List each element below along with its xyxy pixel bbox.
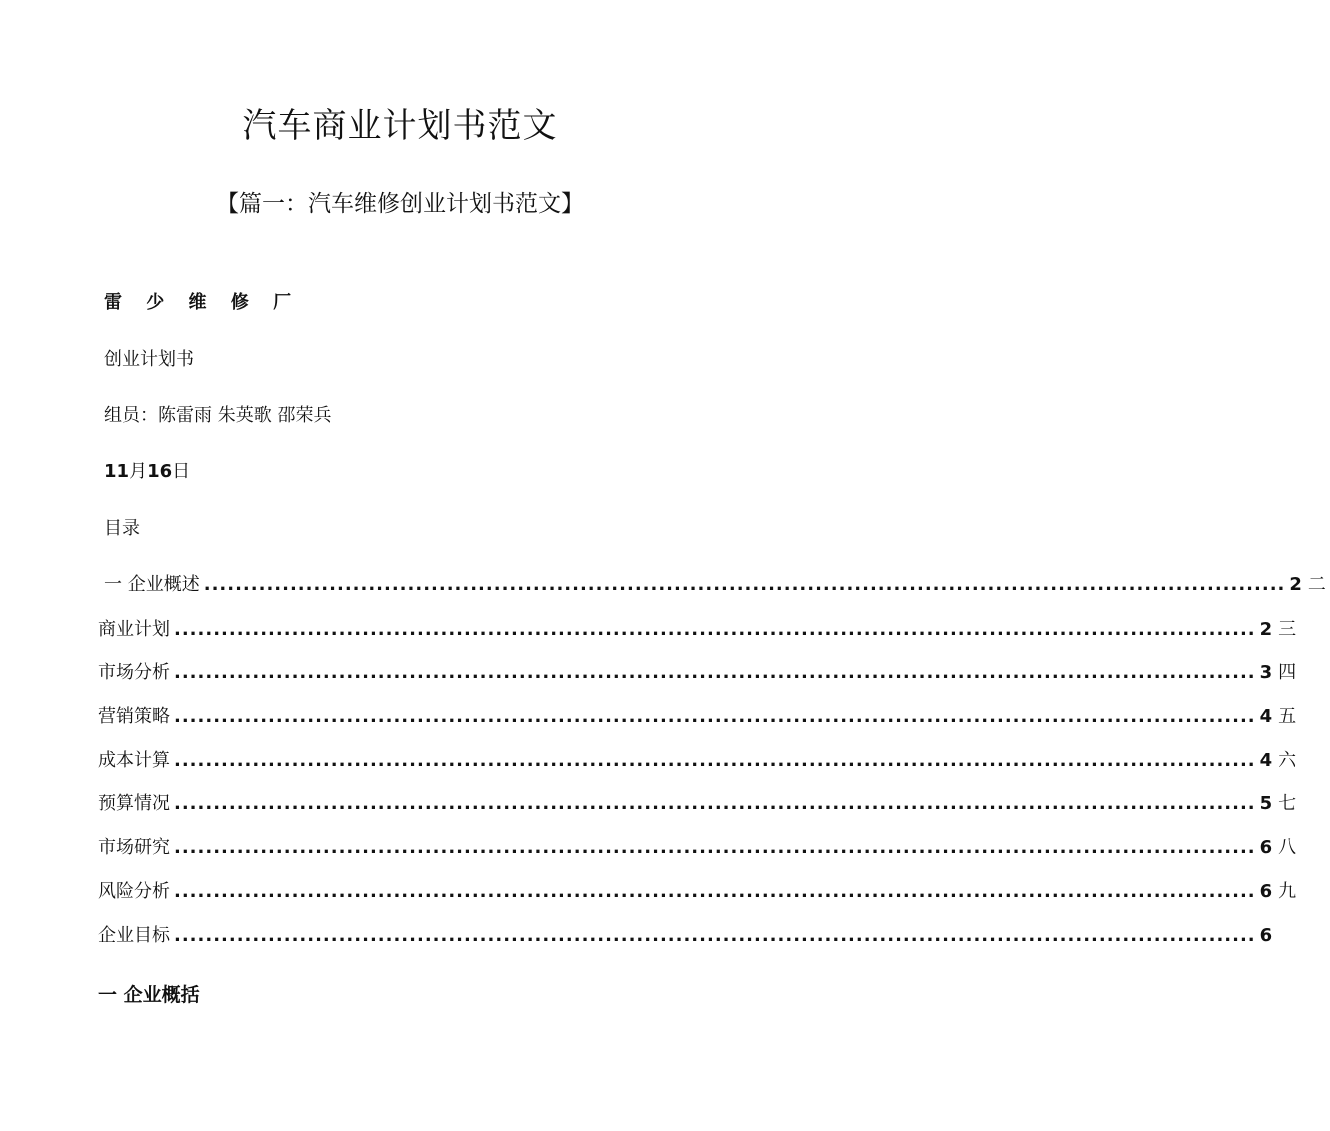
toc-row[interactable] bbox=[98, 833, 1297, 858]
date-day: 16 bbox=[147, 461, 173, 482]
toc-row[interactable] bbox=[98, 921, 1273, 946]
toc-heading: 目录 bbox=[104, 518, 140, 539]
toc-page-number: 4 bbox=[1259, 706, 1273, 727]
document-title: 汽车商业计划书范文 bbox=[242, 106, 558, 146]
toc-next-numeral: 八 bbox=[1278, 837, 1297, 858]
document-subtitle: 【篇一：汽车维修创业计划书范文】 bbox=[216, 191, 584, 217]
toc-leader-dots: .......................................................................................................................................... bbox=[174, 925, 1256, 946]
doc-type: 创业计划书 bbox=[104, 349, 194, 370]
toc-page-number: 6 bbox=[1259, 925, 1273, 946]
toc-leader-dots: .......................................................................................................................................... bbox=[174, 793, 1256, 814]
toc-next-numeral: 七 bbox=[1278, 793, 1297, 814]
toc-page-number: 3 bbox=[1259, 662, 1273, 683]
date-day-unit: 日 bbox=[172, 461, 191, 482]
toc-label: 营销策略 bbox=[98, 706, 170, 727]
toc-label: 预算情况 bbox=[98, 793, 170, 814]
toc-next-numeral: 五 bbox=[1278, 706, 1297, 727]
toc-next-numeral: 九 bbox=[1278, 881, 1297, 902]
toc-next-numeral: 四 bbox=[1278, 662, 1297, 683]
toc-next-numeral: 二 bbox=[1307, 574, 1326, 595]
toc-leader-dots: .......................................................................................................................................... bbox=[174, 750, 1256, 771]
toc-row[interactable] bbox=[98, 746, 1297, 771]
toc-label: 成本计算 bbox=[98, 750, 170, 771]
toc-label: 市场分析 bbox=[98, 662, 170, 683]
toc-label: 一 企业概述 bbox=[104, 574, 200, 595]
toc-label: 企业目标 bbox=[98, 925, 170, 946]
toc-page-number: 2 bbox=[1289, 574, 1302, 595]
toc-label: 风险分析 bbox=[98, 881, 170, 902]
date-line bbox=[104, 457, 190, 483]
toc-next-numeral: 三 bbox=[1278, 619, 1297, 640]
date-month-unit: 月 bbox=[129, 461, 148, 482]
toc-row[interactable] bbox=[98, 789, 1297, 814]
toc-page-number: 2 bbox=[1259, 619, 1273, 640]
toc-page-number: 6 bbox=[1259, 881, 1273, 902]
members-line: 组员：陈雷雨 朱英歌 邵荣兵 bbox=[104, 405, 332, 426]
toc-row[interactable] bbox=[104, 570, 1326, 595]
toc-page-number: 5 bbox=[1259, 793, 1273, 814]
toc-row[interactable] bbox=[98, 877, 1297, 902]
toc-row[interactable] bbox=[98, 615, 1297, 640]
toc-leader-dots: .......................................................................................................................................... bbox=[174, 837, 1256, 858]
toc-row[interactable] bbox=[98, 702, 1297, 727]
toc-leader-dots: .......................................................................................................................................... bbox=[174, 881, 1256, 902]
toc-next-numeral: 六 bbox=[1278, 750, 1297, 771]
section-heading: 一 企业概括 bbox=[98, 984, 200, 1006]
date-month: 11 bbox=[104, 461, 130, 482]
toc-label: 市场研究 bbox=[98, 837, 170, 858]
toc-page-number: 6 bbox=[1259, 837, 1273, 858]
toc-leader-dots: .......................................................................................................................................... bbox=[203, 574, 1286, 595]
toc-page-number: 4 bbox=[1259, 750, 1273, 771]
toc-leader-dots: .......................................................................................................................................... bbox=[174, 619, 1256, 640]
toc-leader-dots: .......................................................................................................................................... bbox=[174, 662, 1256, 683]
org-name: 雷 少 维 修 厂 bbox=[104, 292, 301, 313]
toc-label: 商业计划 bbox=[98, 619, 170, 640]
toc-leader-dots: .......................................................................................................................................... bbox=[174, 706, 1256, 727]
toc-row[interactable] bbox=[98, 658, 1297, 683]
